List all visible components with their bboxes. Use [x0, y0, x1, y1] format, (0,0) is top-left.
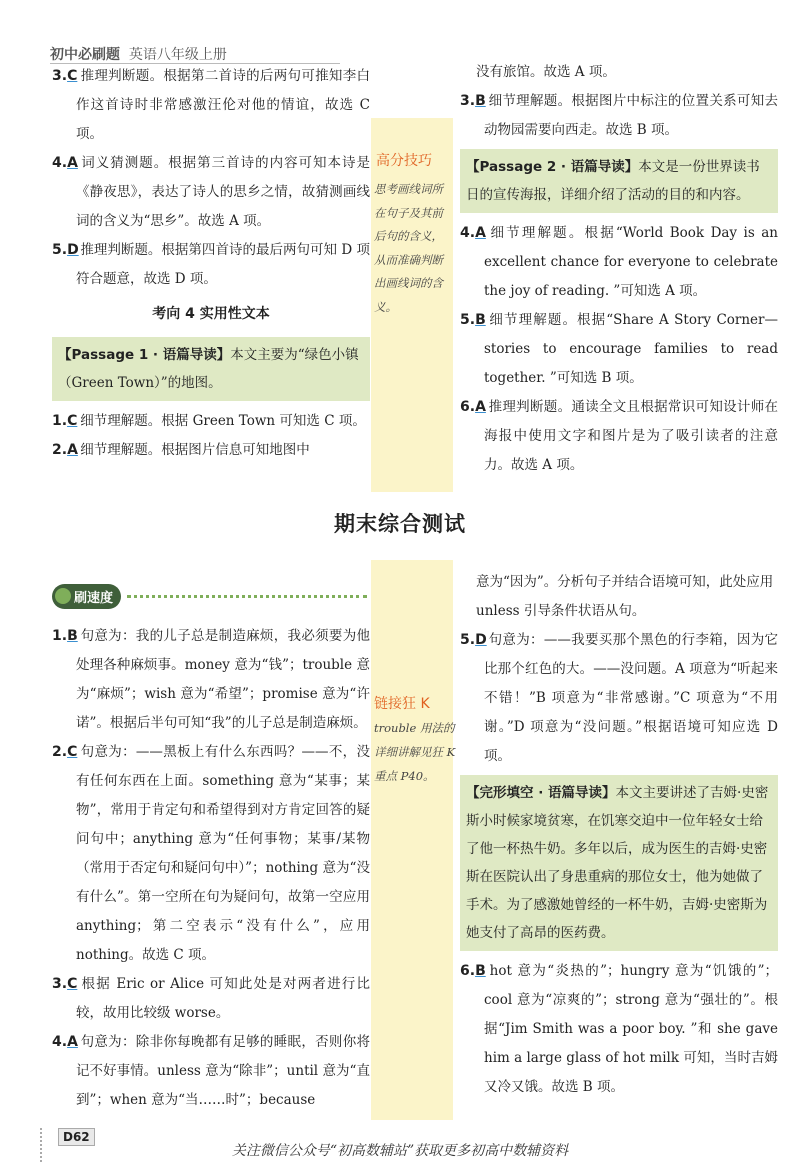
- answer-letter: D: [67, 242, 79, 258]
- tip-text: 思考画线词所在句子及其前后句的含义，从而准确判断出画线词的含义。: [374, 182, 443, 314]
- answer-item: 2.A 细节理解题。根据图片信息可知地图中: [52, 442, 310, 458]
- continued-text: 没有旅馆。故选 A 项。: [476, 64, 616, 80]
- answer-item: 6.A 推理判断题。通读全文且根据常识可知设计师在海报中使用文字和图片是为了吸引读者的注意力。故选 A 项。: [460, 399, 779, 473]
- answer-item: 3.C 推理判断题。根据第二首诗的后两句可推知李白作这首诗时非常感激汪伦对他的情谊，故选 C 项。: [52, 68, 371, 142]
- running-header: [50, 44, 340, 64]
- answer-item: 4.A 句意为：除非你每晚都有足够的睡眠，否则你将记不好事情。unless 意为“除非”；until 意为“直到”；when 意为“当……时”；because: [52, 1034, 371, 1108]
- answer-item: 4.A 细节理解题。根据“World Book Day is an excellent chance for everyone to celebrate the joy of reading. ”可知选 A 项。: [460, 225, 778, 299]
- answer-letter: B: [475, 93, 486, 109]
- passage-intro: 【完形填空 · 语篇导读】本文主要讲述了吉姆·史密斯小时候家境贫寒，在饥寒交迫中一位年轻女士给了他一杯热牛奶。多年以后，成为医生的吉姆·史密斯在医院认出了身患重病的那位女士，他为她做了手术。为了感激她曾经的一杯牛奶，吉姆·史密斯为她支付了高昂的医药费。: [460, 775, 778, 951]
- subject-title: 英语八年级上册: [128, 47, 227, 63]
- answer-letter: B: [475, 312, 486, 328]
- speed-badge: 刷速度: [52, 584, 121, 609]
- answer-letter: C: [67, 744, 78, 760]
- answer-letter: C: [67, 976, 78, 992]
- tip-title: 高分技巧: [376, 153, 432, 169]
- answer-letter: C: [67, 68, 78, 84]
- answer-item: 2.C 句意为：——黑板上有什么东西吗？——不，没有任何东西在上面。something 意为“某事；某物”，常用于肯定句和希望得到对方肯定回答的疑问句中；anything 意为“任何事物；某事/某物（常用于否定句和疑问句中）”；nothing 意为“没有什么”。第一空所在句为疑问句，故第一空应用 anything；第二空表示“没有什么”，应用 nothing。故选 C 项。: [52, 744, 371, 963]
- sidebar-band-bottom: [371, 560, 453, 1120]
- answer-item: 5.D 句意为：——我要买那个黑色的行李箱，因为它比那个红色的大。——没问题。A 项意为“听起来不错！”B 项意为“非常感谢。”C 项意为“不用谢。”D 项意为“没问题。”根据语境可知应选 D 项。: [460, 632, 779, 764]
- answer-letter: D: [475, 632, 487, 648]
- dotted-divider: [127, 595, 367, 598]
- answer-letter: A: [67, 155, 78, 171]
- link-text: trouble 用法的详细讲解见狂 K 重点 P40。: [374, 721, 456, 783]
- section-title: 期末综合测试: [334, 512, 466, 536]
- book-title: 初中必刷题: [50, 47, 120, 63]
- right-column-bottom: [460, 568, 778, 1102]
- answer-item: 1.C 细节理解题。根据 Green Town 可知选 C 项。: [52, 413, 366, 429]
- passage-intro: 【Passage 2 · 语篇导读】本文是一份世界读书日的宣传海报，详细介绍了活动的目的和内容。: [460, 149, 778, 213]
- continued-text: 意为“因为”。分析句子并结合语境可知，此处应用 unless 引导条件状语从句。: [476, 574, 774, 619]
- answer-letter: A: [67, 1034, 78, 1050]
- answer-letter: A: [67, 442, 78, 458]
- answer-item: 6.B hot 意为“炎热的”；hungry 意为“饥饿的”；cool 意为“凉爽的”；strong 意为“强壮的”。根据“Jim Smith was a poor boy. ”和 she gave him a large glass of hot milk 可知，当时吉姆又冷又饿。故选 B 项。: [460, 963, 778, 1095]
- page-number: D62: [58, 1128, 95, 1146]
- answer-letter: B: [475, 963, 486, 979]
- answer-letter: C: [67, 413, 78, 429]
- subheading: 考向 4 实用性文本: [152, 306, 270, 322]
- answer-item: 3.B 细节理解题。根据图片中标注的位置关系可知去动物园需要向西走。故选 B 项。: [460, 93, 779, 138]
- answer-item: 1.B 句意为：我的儿子总是制造麻烦，我必须要为他处理各种麻烦事。money 意为“钱”；trouble 意为“麻烦”；wish 意为“希望”；promise 意为“许诺”。根据后半句可知“我”的儿子总是制造麻烦。: [52, 628, 371, 731]
- answer-item: 5.D 推理判断题。根据第四首诗的最后两句可知 D 项符合题意，故选 D 项。: [52, 242, 371, 287]
- speed-banner: [52, 583, 367, 609]
- answer-letter: A: [475, 399, 486, 415]
- link-title: 链接狂 K: [374, 696, 430, 712]
- footer-note: 关注微信公众号“初高数辅站”获取更多初高中数辅资料: [231, 1143, 569, 1159]
- answer-item: 5.B 细节理解题。根据“Share A Story Corner—stories to encourage families to read together. ”可知选 B 项。: [460, 312, 778, 386]
- answer-item: 4.A 词义猜测题。根据第三首诗的内容可知本诗是《静夜思》，表达了诗人的思乡之情，故猜测画线词的含义为“思乡”。故选 A 项。: [52, 155, 370, 229]
- left-column-bottom: [52, 622, 370, 1115]
- left-column-top: [52, 62, 370, 465]
- right-column-top: [460, 58, 778, 480]
- answer-item: 3.C 根据 Eric or Alice 可知此处是对两者进行比较，故用比较级 worse。: [52, 976, 370, 1021]
- answer-letter: B: [67, 628, 78, 644]
- answer-letter: A: [475, 225, 486, 241]
- passage-intro: 【Passage 1 · 语篇导读】本文主要为“绿色小镇（Green Town）”的地图。: [52, 337, 370, 401]
